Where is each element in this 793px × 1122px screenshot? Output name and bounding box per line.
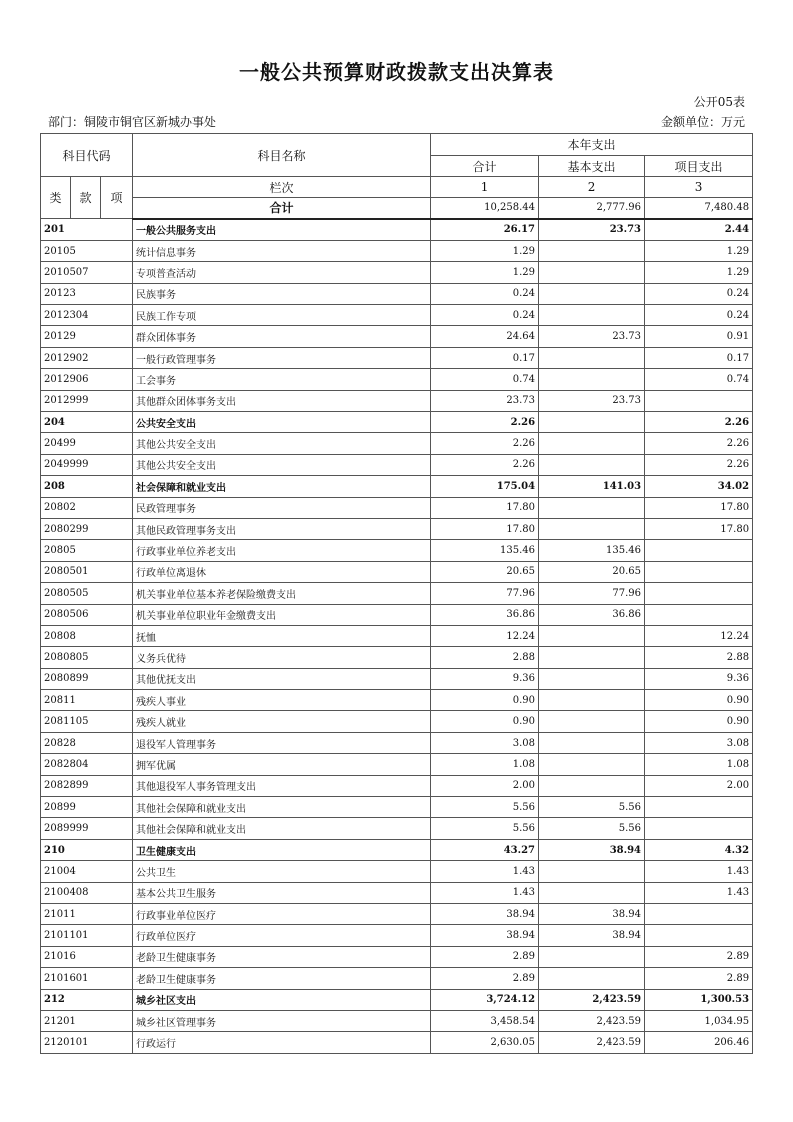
table-row xyxy=(41,668,753,689)
basic-expense: 5.56 xyxy=(539,797,645,818)
subject-code: 21011 xyxy=(41,904,133,925)
subject-name: 其他社会保障和就业支出 xyxy=(133,818,431,839)
unit-label: 金额单位：万元 xyxy=(660,115,745,129)
total-amount: 0.90 xyxy=(431,690,539,711)
basic-expense: 135.46 xyxy=(539,540,645,561)
table-row xyxy=(41,283,753,304)
subject-name: 卫生健康支出 xyxy=(133,839,431,860)
subject-code: 201 xyxy=(41,219,133,241)
subject-code: 2080805 xyxy=(41,647,133,668)
table-row xyxy=(41,839,753,860)
table-row xyxy=(41,390,753,411)
table-row xyxy=(41,775,753,796)
subject-name: 其他群众团体事务支出 xyxy=(133,390,431,411)
subject-code: 2012304 xyxy=(41,305,133,326)
project-expense: 3.08 xyxy=(645,732,753,753)
subject-code: 2082804 xyxy=(41,754,133,775)
subject-name: 民族工作专项 xyxy=(133,305,431,326)
basic-expense xyxy=(539,775,645,796)
table-row xyxy=(41,732,753,753)
basic-expense: 2,423.59 xyxy=(539,989,645,1010)
subject-name: 其他优抚支出 xyxy=(133,668,431,689)
basic-expense xyxy=(539,754,645,775)
project-expense: 1.29 xyxy=(645,262,753,283)
subject-name: 老龄卫生健康事务 xyxy=(133,946,431,967)
grand-total-project: 7,480.48 xyxy=(645,198,753,219)
table-row xyxy=(41,240,753,261)
subject-name: 行政事业单位养老支出 xyxy=(133,540,431,561)
subject-name: 一般公共服务支出 xyxy=(133,219,431,241)
page-title: 一般公共预算财政拨款支出决算表 xyxy=(239,60,554,84)
subject-name: 行政事业单位医疗 xyxy=(133,904,431,925)
subject-name: 统计信息事务 xyxy=(133,240,431,261)
basic-expense xyxy=(539,711,645,732)
basic-expense: 20.65 xyxy=(539,561,645,582)
project-expense: 2.26 xyxy=(645,433,753,454)
basic-expense xyxy=(539,369,645,390)
project-expense xyxy=(645,904,753,925)
total-amount: 1.29 xyxy=(431,240,539,261)
table-row xyxy=(41,518,753,539)
total-amount: 0.24 xyxy=(431,283,539,304)
subject-name: 其他社会保障和就业支出 xyxy=(133,797,431,818)
basic-expense xyxy=(539,518,645,539)
table-row xyxy=(41,754,753,775)
subject-name: 拥军优属 xyxy=(133,754,431,775)
basic-expense: 141.03 xyxy=(539,476,645,497)
table-row xyxy=(41,347,753,368)
basic-expense: 2,423.59 xyxy=(539,1010,645,1031)
table-row xyxy=(41,925,753,946)
project-expense: 0.90 xyxy=(645,690,753,711)
total-amount: 0.74 xyxy=(431,369,539,390)
subject-name: 义务兵优待 xyxy=(133,647,431,668)
grand-total-basic: 2,777.96 xyxy=(539,198,645,219)
table-row xyxy=(41,583,753,604)
subject-code: 2089999 xyxy=(41,818,133,839)
basic-expense xyxy=(539,882,645,903)
subject-name: 行政运行 xyxy=(133,1032,431,1053)
total-amount: 26.17 xyxy=(431,219,539,241)
total-amount: 0.24 xyxy=(431,305,539,326)
form-number: 公开05表 xyxy=(693,95,745,109)
basic-expense xyxy=(539,968,645,989)
project-expense: 1,300.53 xyxy=(645,989,753,1010)
total-amount: 0.17 xyxy=(431,347,539,368)
basic-expense xyxy=(539,668,645,689)
total-amount: 38.94 xyxy=(431,925,539,946)
basic-expense xyxy=(539,946,645,967)
table-row xyxy=(41,946,753,967)
total-amount: 0.90 xyxy=(431,711,539,732)
project-expense: 34.02 xyxy=(645,476,753,497)
grand-total-label: 合计 xyxy=(133,198,431,219)
basic-expense: 23.73 xyxy=(539,219,645,241)
column-number-2: 2 xyxy=(539,177,645,198)
basic-expense xyxy=(539,732,645,753)
subject-name: 残疾人事业 xyxy=(133,690,431,711)
basic-expense xyxy=(539,433,645,454)
subject-code: 2082899 xyxy=(41,775,133,796)
table-row xyxy=(41,476,753,497)
subject-name: 基本公共卫生服务 xyxy=(133,882,431,903)
table-row xyxy=(41,561,753,582)
department-label: 部门：铜陵市铜官区新城办事处 xyxy=(48,115,217,129)
subject-code: 2101601 xyxy=(41,968,133,989)
total-amount: 1.29 xyxy=(431,262,539,283)
total-amount: 2.89 xyxy=(431,946,539,967)
project-expense: 1,034.95 xyxy=(645,1010,753,1031)
subject-code: 2012999 xyxy=(41,390,133,411)
total-amount: 2.26 xyxy=(431,454,539,475)
header-current-year-expense: 本年支出 xyxy=(431,134,753,156)
basic-expense xyxy=(539,262,645,283)
total-amount: 5.56 xyxy=(431,797,539,818)
basic-expense xyxy=(539,283,645,304)
basic-expense xyxy=(539,690,645,711)
subject-name: 民政管理事务 xyxy=(133,497,431,518)
subject-name: 民族事务 xyxy=(133,283,431,304)
total-amount: 135.46 xyxy=(431,540,539,561)
basic-expense: 38.94 xyxy=(539,925,645,946)
subject-code: 2010507 xyxy=(41,262,133,283)
total-amount: 17.80 xyxy=(431,518,539,539)
subject-name: 退役军人管理事务 xyxy=(133,732,431,753)
subject-code: 20828 xyxy=(41,732,133,753)
project-expense: 0.24 xyxy=(645,305,753,326)
header-subject-code: 科目代码 xyxy=(41,134,133,177)
table-row xyxy=(41,412,753,433)
total-amount: 2.26 xyxy=(431,412,539,433)
total-amount: 3,458.54 xyxy=(431,1010,539,1031)
basic-expense xyxy=(539,305,645,326)
basic-expense xyxy=(539,497,645,518)
table-row xyxy=(41,1032,753,1053)
total-amount: 1.08 xyxy=(431,754,539,775)
table-row xyxy=(41,904,753,925)
total-amount: 3.08 xyxy=(431,732,539,753)
project-expense: 0.90 xyxy=(645,711,753,732)
table-row xyxy=(41,326,753,347)
subject-name: 机关事业单位职业年金缴费支出 xyxy=(133,604,431,625)
header-total: 合计 xyxy=(431,156,539,177)
basic-expense: 77.96 xyxy=(539,583,645,604)
header-subject-name: 科目名称 xyxy=(133,134,431,177)
table-row xyxy=(41,604,753,625)
subject-code: 20123 xyxy=(41,283,133,304)
subject-name: 公共卫生 xyxy=(133,861,431,882)
project-expense: 0.24 xyxy=(645,283,753,304)
total-amount: 2.00 xyxy=(431,775,539,796)
project-expense: 9.36 xyxy=(645,668,753,689)
project-expense: 0.91 xyxy=(645,326,753,347)
total-amount: 1.43 xyxy=(431,861,539,882)
subject-code: 2012906 xyxy=(41,369,133,390)
header-section: 款 xyxy=(71,177,101,219)
subject-code: 2101101 xyxy=(41,925,133,946)
subject-name: 其他公共安全支出 xyxy=(133,433,431,454)
table-row xyxy=(41,433,753,454)
subject-name: 抚恤 xyxy=(133,625,431,646)
total-amount: 2,630.05 xyxy=(431,1032,539,1053)
project-expense xyxy=(645,583,753,604)
subject-code: 2080505 xyxy=(41,583,133,604)
total-amount: 36.86 xyxy=(431,604,539,625)
table-row xyxy=(41,861,753,882)
table-row xyxy=(41,262,753,283)
subject-code: 2080899 xyxy=(41,668,133,689)
total-amount: 2.26 xyxy=(431,433,539,454)
table-row xyxy=(41,369,753,390)
project-expense xyxy=(645,818,753,839)
project-expense: 2.89 xyxy=(645,968,753,989)
table-row xyxy=(41,711,753,732)
project-expense xyxy=(645,797,753,818)
project-expense: 2.00 xyxy=(645,775,753,796)
project-expense: 2.26 xyxy=(645,412,753,433)
subject-name: 其他公共安全支出 xyxy=(133,454,431,475)
basic-expense: 23.73 xyxy=(539,390,645,411)
expenditure-table xyxy=(40,133,753,1054)
project-expense: 0.74 xyxy=(645,369,753,390)
total-amount: 1.43 xyxy=(431,882,539,903)
total-amount: 38.94 xyxy=(431,904,539,925)
project-expense xyxy=(645,925,753,946)
header-category: 类 xyxy=(41,177,71,219)
project-expense: 2.44 xyxy=(645,219,753,241)
basic-expense: 36.86 xyxy=(539,604,645,625)
table-row xyxy=(41,690,753,711)
subject-code: 212 xyxy=(41,989,133,1010)
table-row xyxy=(41,454,753,475)
basic-expense xyxy=(539,240,645,261)
basic-expense xyxy=(539,412,645,433)
project-expense: 1.43 xyxy=(645,882,753,903)
basic-expense xyxy=(539,647,645,668)
subject-code: 2080506 xyxy=(41,604,133,625)
project-expense xyxy=(645,604,753,625)
total-amount: 9.36 xyxy=(431,668,539,689)
table-row xyxy=(41,305,753,326)
subject-code: 208 xyxy=(41,476,133,497)
basic-expense xyxy=(539,861,645,882)
basic-expense: 2,423.59 xyxy=(539,1032,645,1053)
subject-code: 2081105 xyxy=(41,711,133,732)
total-amount: 12.24 xyxy=(431,625,539,646)
table-row xyxy=(41,968,753,989)
project-expense: 12.24 xyxy=(645,625,753,646)
project-expense xyxy=(645,390,753,411)
subject-code: 20808 xyxy=(41,625,133,646)
basic-expense xyxy=(539,454,645,475)
subject-name: 城乡社区支出 xyxy=(133,989,431,1010)
total-amount: 2.88 xyxy=(431,647,539,668)
table-row xyxy=(41,797,753,818)
project-expense xyxy=(645,561,753,582)
table-row xyxy=(41,647,753,668)
subject-name: 一般行政管理事务 xyxy=(133,347,431,368)
project-expense xyxy=(645,540,753,561)
column-number-3: 3 xyxy=(645,177,753,198)
subject-code: 2120101 xyxy=(41,1032,133,1053)
project-expense: 2.89 xyxy=(645,946,753,967)
total-amount: 20.65 xyxy=(431,561,539,582)
subject-code: 210 xyxy=(41,839,133,860)
subject-code: 20811 xyxy=(41,690,133,711)
subject-name: 城乡社区管理事务 xyxy=(133,1010,431,1031)
table-row xyxy=(41,1010,753,1031)
subject-code: 21004 xyxy=(41,861,133,882)
project-expense: 0.17 xyxy=(645,347,753,368)
subject-code: 20805 xyxy=(41,540,133,561)
subject-name: 社会保障和就业支出 xyxy=(133,476,431,497)
basic-expense xyxy=(539,625,645,646)
basic-expense: 5.56 xyxy=(539,818,645,839)
total-amount: 24.64 xyxy=(431,326,539,347)
table-row xyxy=(41,219,753,241)
subject-code: 2080299 xyxy=(41,518,133,539)
subject-code: 2080501 xyxy=(41,561,133,582)
project-expense: 4.32 xyxy=(645,839,753,860)
subject-name: 其他退役军人事务管理支出 xyxy=(133,775,431,796)
subject-code: 2012902 xyxy=(41,347,133,368)
basic-expense: 23.73 xyxy=(539,326,645,347)
project-expense: 1.08 xyxy=(645,754,753,775)
subject-code: 21201 xyxy=(41,1010,133,1031)
table-row xyxy=(41,989,753,1010)
subject-code: 20499 xyxy=(41,433,133,454)
basic-expense: 38.94 xyxy=(539,839,645,860)
subject-name: 残疾人就业 xyxy=(133,711,431,732)
subject-code: 20129 xyxy=(41,326,133,347)
table-row xyxy=(41,625,753,646)
header-column-index: 栏次 xyxy=(133,177,431,198)
header-item: 项 xyxy=(101,177,133,219)
basic-expense xyxy=(539,347,645,368)
subject-name: 行政单位医疗 xyxy=(133,925,431,946)
total-amount: 2.89 xyxy=(431,968,539,989)
project-expense: 206.46 xyxy=(645,1032,753,1053)
subject-name: 机关事业单位基本养老保险缴费支出 xyxy=(133,583,431,604)
subject-code: 20105 xyxy=(41,240,133,261)
basic-expense: 38.94 xyxy=(539,904,645,925)
subject-name: 其他民政管理事务支出 xyxy=(133,518,431,539)
subject-name: 工会事务 xyxy=(133,369,431,390)
total-amount: 175.04 xyxy=(431,476,539,497)
subject-name: 群众团体事务 xyxy=(133,326,431,347)
total-amount: 3,724.12 xyxy=(431,989,539,1010)
total-amount: 43.27 xyxy=(431,839,539,860)
subject-name: 行政单位离退休 xyxy=(133,561,431,582)
subject-code: 204 xyxy=(41,412,133,433)
header-basic-expense: 基本支出 xyxy=(539,156,645,177)
table-row xyxy=(41,497,753,518)
total-amount: 17.80 xyxy=(431,497,539,518)
subject-name: 老龄卫生健康事务 xyxy=(133,968,431,989)
subject-code: 21016 xyxy=(41,946,133,967)
project-expense: 2.26 xyxy=(645,454,753,475)
project-expense: 1.29 xyxy=(645,240,753,261)
project-expense: 1.43 xyxy=(645,861,753,882)
project-expense: 2.88 xyxy=(645,647,753,668)
subject-code: 2100408 xyxy=(41,882,133,903)
subject-code: 20802 xyxy=(41,497,133,518)
subject-name: 专项普查活动 xyxy=(133,262,431,283)
subject-code: 2049999 xyxy=(41,454,133,475)
project-expense: 17.80 xyxy=(645,497,753,518)
total-amount: 23.73 xyxy=(431,390,539,411)
grand-total-amount: 10,258.44 xyxy=(431,198,539,219)
column-number-1: 1 xyxy=(431,177,539,198)
header-project-expense: 项目支出 xyxy=(645,156,753,177)
subject-name: 公共安全支出 xyxy=(133,412,431,433)
subject-code: 20899 xyxy=(41,797,133,818)
table-row xyxy=(41,818,753,839)
project-expense: 17.80 xyxy=(645,518,753,539)
total-amount: 5.56 xyxy=(431,818,539,839)
table-row xyxy=(41,882,753,903)
table-row xyxy=(41,540,753,561)
total-amount: 77.96 xyxy=(431,583,539,604)
